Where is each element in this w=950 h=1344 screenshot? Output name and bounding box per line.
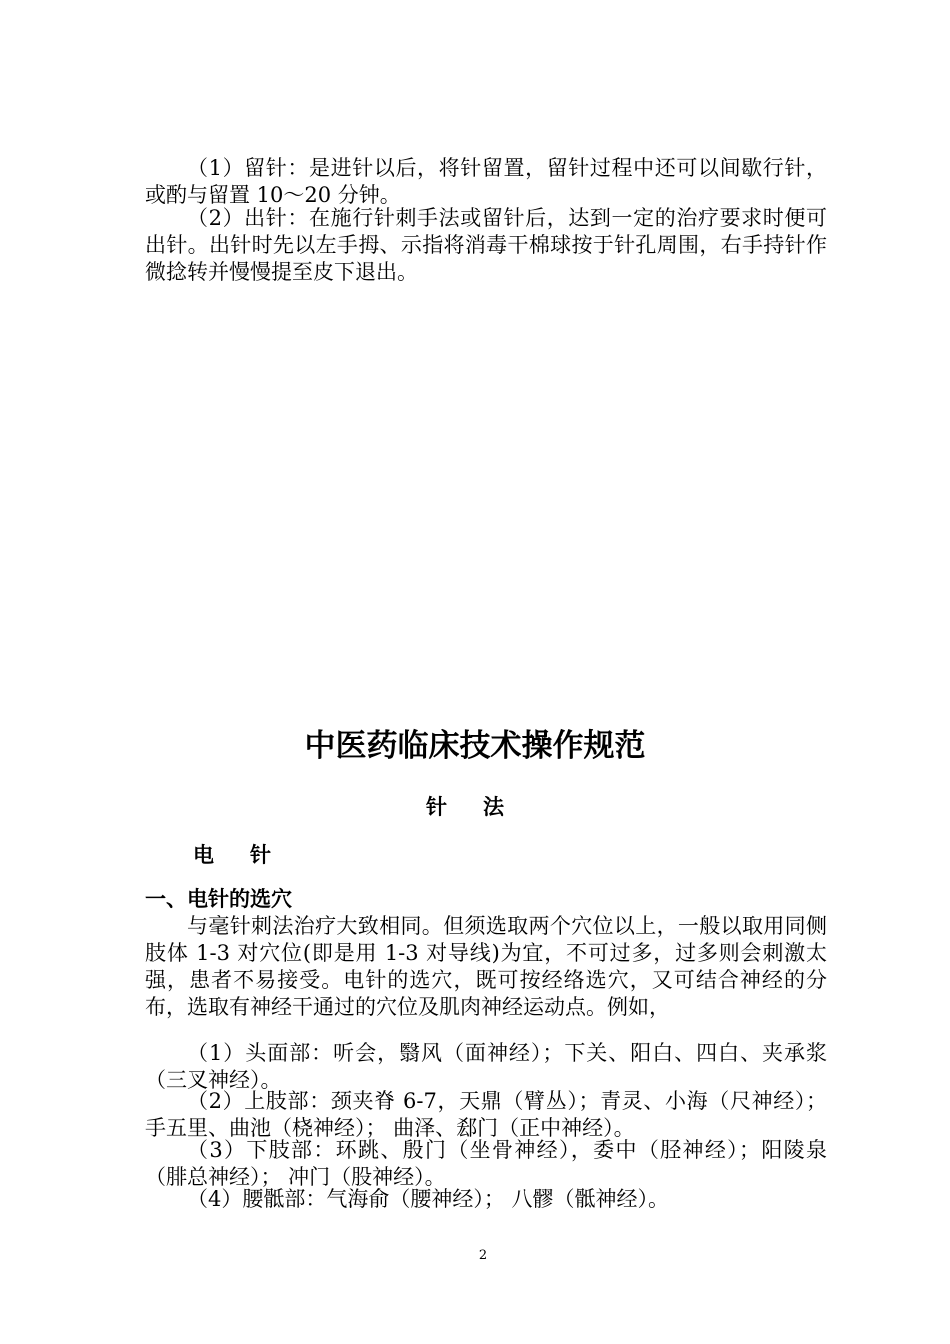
paragraph-upper-limb: （2）上肢部：颈夹脊 6-7，天鼎（臂丛）；青灵、小海（尺神经）；手五里、曲池（桡神经）； 曲泽、郄门（正中神经）。 bbox=[145, 1089, 827, 1140]
page-number: 2 bbox=[478, 1248, 488, 1263]
paragraph-withdrawing-needle: （2）出针：在施行针刺手法或留针后，达到一定的治疗要求时便可出针。出针时先以左手拇、示指将消毒干棉球按于针孔周围，右手持针作微捻转并慢慢提至皮下退出。 bbox=[145, 206, 827, 284]
paragraph-lumbosacral: （4）腰骶部：气海俞（腰神经）； 八髎（骶神经）。 bbox=[187, 1187, 670, 1211]
paragraph-retaining-needle: （1）留针：是进针以后，将针留置，留针过程中还可以间歇行针，或酌与留置 10～20 分钟。 bbox=[145, 156, 827, 207]
section-heading: 电针 bbox=[193, 843, 307, 867]
heading-acupoint-selection: 一、电针的选穴 bbox=[145, 887, 292, 911]
paragraph-head-face: （1）头面部：听会，翳风（面神经）；下关、阳白、四白、夹承浆（三叉神经）。 bbox=[145, 1041, 827, 1092]
page-title: 中医药临床技术操作规范 bbox=[304, 728, 646, 764]
sub-title: 针法 bbox=[426, 795, 540, 819]
paragraph-selection-intro: 与毫针刺法治疗大致相同。但须选取两个穴位以上，一般以取用同侧肢体 1-3 对穴位(即是用 1-3 对导线)为宜，不可过多，过多则会刺激太强，患者不易接受。电针的选穴，既可按经络选穴，又可结合神经的分布，选取有神经干通过的穴位及肌肉神经运动点。例如， bbox=[145, 914, 827, 1019]
paragraph-lower-limb: （3）下肢部：环跳、殷门（坐骨神经），委中（胫神经）；阳陵泉（腓总神经）； 冲门（股神经）。 bbox=[145, 1138, 827, 1189]
